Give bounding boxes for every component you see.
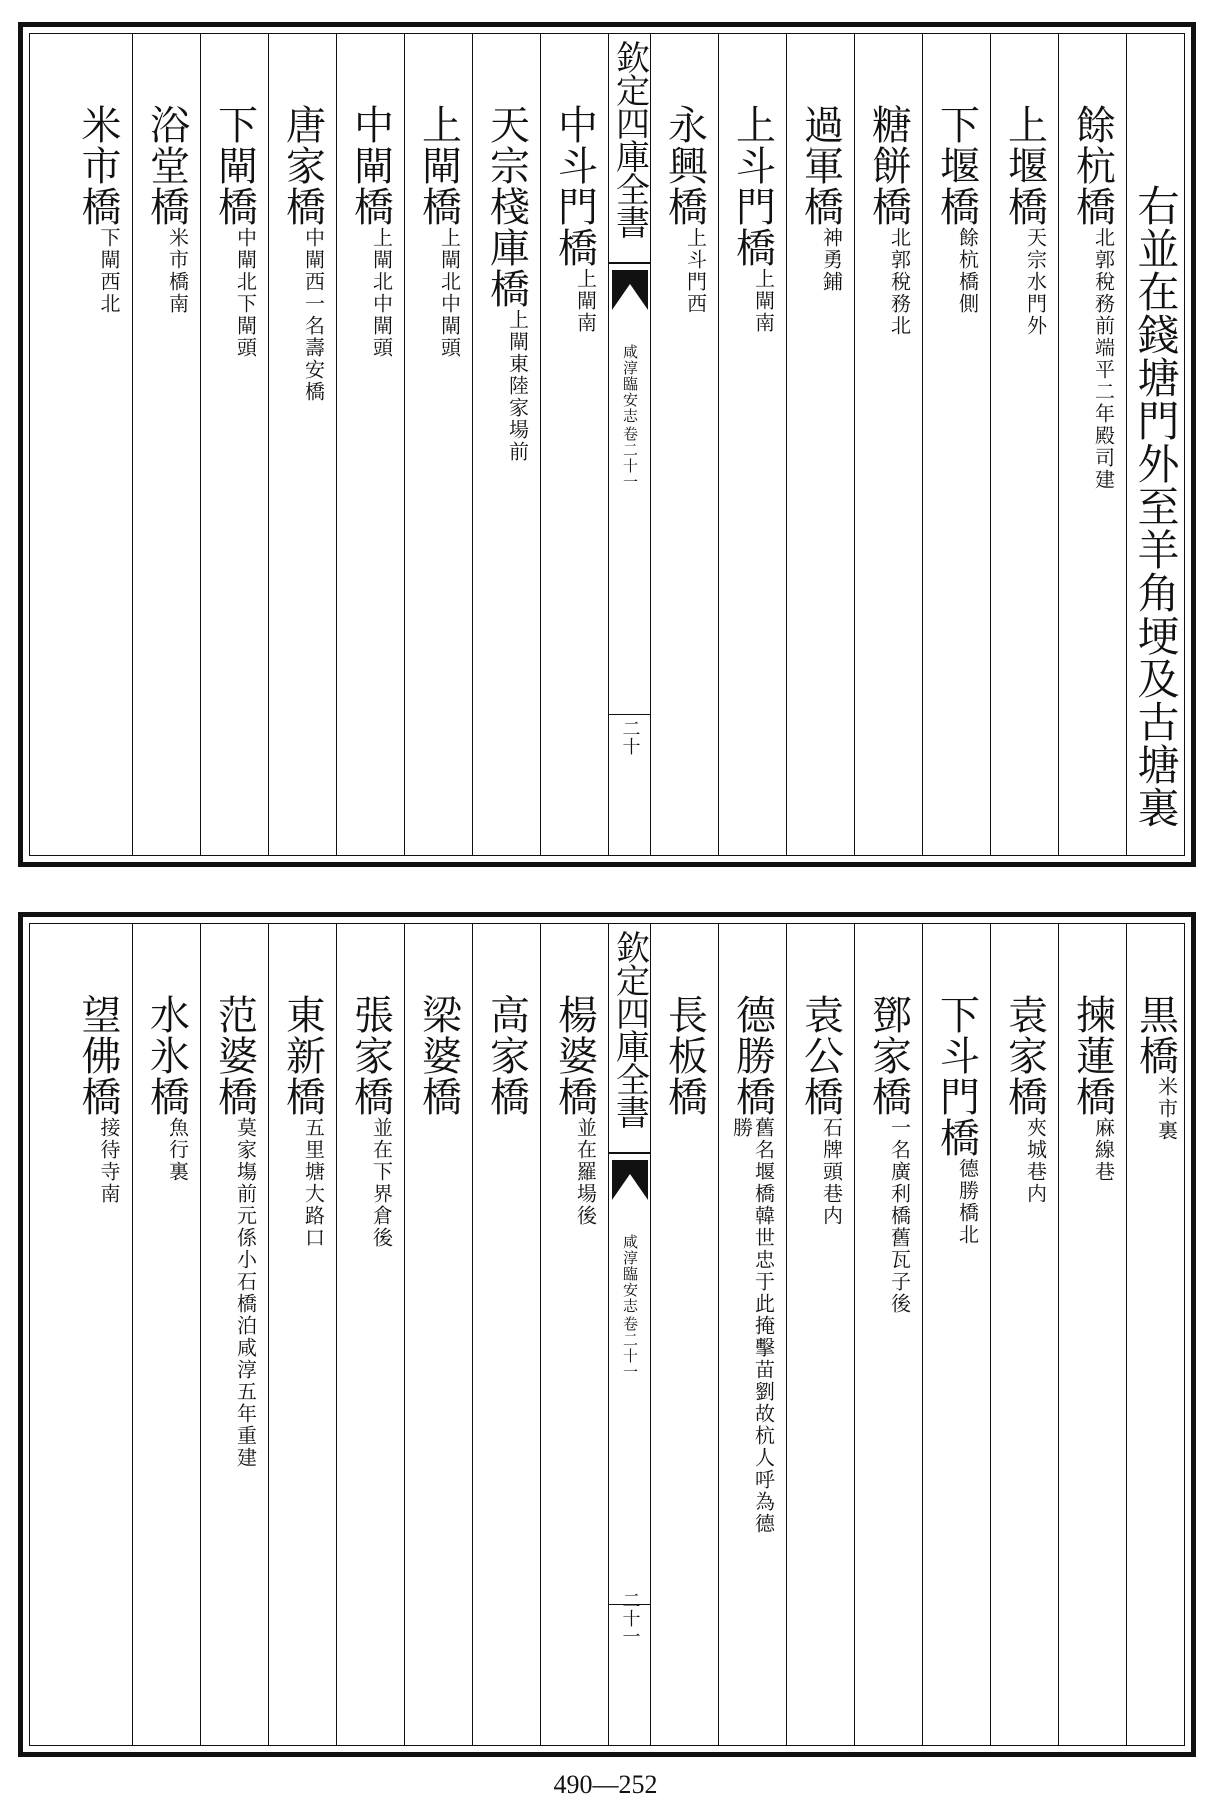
- column-entry: [64, 34, 132, 855]
- entry-name: 下閘橋: [211, 104, 258, 227]
- fishtail-mark-icon: [612, 1160, 648, 1200]
- entry-name: 中閘橋: [347, 104, 394, 227]
- column-entry: [922, 924, 990, 1745]
- entry-name: 范婆橋: [211, 994, 258, 1117]
- entry-note: 上閘南: [751, 268, 776, 334]
- entry-note: 中閘北下閘頭: [233, 227, 258, 359]
- entry-note: 上斗門西: [683, 227, 708, 315]
- entry-note: 上閘北中閘頭: [437, 227, 462, 359]
- text-frame-top: [29, 33, 1185, 856]
- entry-name: 浴堂橋: [143, 104, 190, 227]
- entry-name: 德勝橋: [729, 994, 776, 1117]
- column-entry: [540, 34, 608, 855]
- entry-note: 上閘北中閘頭: [369, 227, 394, 359]
- entry-note: 莫家塲前元係小石橋泊咸淳五年重建: [233, 1117, 258, 1469]
- entry-note: 一名廣利橋舊瓦子後: [887, 1117, 912, 1315]
- entry-note: 餘杭橋側: [955, 227, 980, 315]
- entry-note: 米市裏: [1154, 1076, 1179, 1142]
- entry-note: 德勝橋北: [955, 1158, 980, 1246]
- entry-name: 鄧家橋: [865, 994, 912, 1117]
- entry-name: 上堰橋: [1001, 104, 1048, 227]
- entry-note: 石牌頭巷内: [819, 1117, 844, 1227]
- entry-name: 糖餅橋: [865, 104, 912, 227]
- entry-name: 下堰橋: [933, 104, 980, 227]
- column-entry: [132, 34, 200, 855]
- column-entry: [472, 924, 540, 1745]
- column-entry: [650, 34, 718, 855]
- entry-note: 北郭稅務北: [887, 227, 912, 337]
- column-entry: [1126, 924, 1184, 1745]
- page-top: [18, 22, 1196, 867]
- column-entry: [404, 924, 472, 1745]
- entry-note: 接待寺南: [97, 1117, 121, 1205]
- column-entry: [854, 34, 922, 855]
- page-bottom: [18, 912, 1196, 1757]
- entry-note: 神勇鋪: [819, 227, 844, 293]
- column-entry: [854, 924, 922, 1745]
- entry-name: 水氷橋: [143, 994, 190, 1117]
- divider: [609, 1152, 650, 1154]
- column-entry: [336, 924, 404, 1745]
- center-book-title: [621, 344, 638, 490]
- entry-name: 上斗門橋: [729, 104, 776, 268]
- fishtail-mark-icon: [612, 270, 648, 310]
- column-entry: [132, 924, 200, 1745]
- column-main-text: 右並在錢塘門外至羊角埂及古塘裏: [1131, 184, 1181, 829]
- column-entry: [472, 34, 540, 855]
- entry-note: 下閘西北: [97, 227, 121, 315]
- volume-label: 卷二十一: [621, 1316, 639, 1380]
- center-title: 欽定四庫全書: [609, 930, 650, 1128]
- page-number: 二十一: [619, 1591, 641, 1645]
- column-entry: [786, 924, 854, 1745]
- column-entry: [268, 924, 336, 1745]
- entry-name: 永興橋: [661, 104, 708, 227]
- entry-name: 過軍橋: [797, 104, 844, 227]
- book-name: 咸淳臨安志: [621, 344, 639, 424]
- entry-name: 天宗棧庫橋: [483, 104, 530, 309]
- column-entry: [922, 34, 990, 855]
- column-entry: [200, 924, 268, 1745]
- page-footer-number: 490—252: [553, 1770, 658, 1799]
- column-entry: [718, 34, 786, 855]
- column-entry: [540, 924, 608, 1745]
- column-entry: [990, 34, 1058, 855]
- column-entry: [1058, 924, 1126, 1745]
- entry-note: 中閘西一名壽安橋: [301, 227, 326, 403]
- column-entry: [200, 34, 268, 855]
- entry-name: 袁公橋: [797, 994, 844, 1117]
- entry-note: 魚行裏: [165, 1117, 190, 1183]
- entry-note: 上閘東陸家場前: [505, 309, 530, 463]
- center-book-title: [621, 1234, 638, 1380]
- page-number: 二十: [619, 719, 641, 755]
- entry-name: 袁家橋: [1001, 994, 1048, 1117]
- entry-name: 張家橋: [347, 994, 394, 1117]
- entry-name: 唐家橋: [279, 104, 326, 227]
- entry-name: 揀蓮橋: [1069, 994, 1116, 1117]
- entry-name: 東新橋: [279, 994, 326, 1117]
- entry-note: 天宗水門外: [1023, 227, 1048, 337]
- entry-note: 米市橋南: [165, 227, 190, 315]
- volume-label: 卷二十一: [621, 426, 639, 490]
- center-title: 欽定四庫全書: [609, 40, 650, 238]
- column-entry: [786, 34, 854, 855]
- entry-note: 並在羅場後: [573, 1117, 598, 1227]
- entry-name: 黒橋: [1132, 994, 1179, 1076]
- entry-name: 米市橋: [75, 104, 121, 227]
- entry-note: 五里塘大路口: [301, 1117, 326, 1249]
- divider: [609, 262, 650, 264]
- column-entry: [990, 924, 1058, 1745]
- entry-name: 餘杭橋: [1069, 104, 1116, 227]
- entry-name: 高家橋: [483, 994, 530, 1117]
- entry-name: 楊婆橋: [551, 994, 598, 1117]
- column-entry: [64, 924, 132, 1745]
- entry-note: 麻線巷: [1091, 1117, 1116, 1183]
- column-entry: [650, 924, 718, 1745]
- entry-name: 望佛橋: [75, 994, 121, 1117]
- center-column: [608, 34, 650, 855]
- column-entry: [336, 34, 404, 855]
- entry-name: 下斗門橋: [933, 994, 980, 1158]
- column-title: [1126, 34, 1184, 855]
- center-column: [608, 924, 650, 1745]
- column-entry: [404, 34, 472, 855]
- entry-note: 夾城巷内: [1023, 1117, 1048, 1205]
- entry-note: 並在下界倉後: [369, 1117, 394, 1249]
- book-name: 咸淳臨安志: [621, 1234, 639, 1314]
- entry-note: 北郭稅務前端平二年殿司建: [1091, 227, 1116, 491]
- entry-name: 梁婆橋: [415, 994, 462, 1117]
- entry-name: 中斗門橋: [551, 104, 598, 268]
- entry-note: 上閘南: [573, 268, 598, 334]
- column-entry: [718, 924, 786, 1745]
- column-entry: [1058, 34, 1126, 855]
- divider: [609, 714, 650, 716]
- entry-name: 上閘橋: [415, 104, 462, 227]
- text-frame-bottom: [29, 923, 1185, 1746]
- column-entry: [268, 34, 336, 855]
- entry-note: 舊名堰橋韓世忠于此掩擊苗劉故杭人呼為德勝: [729, 1117, 776, 1535]
- entry-name: 長板橋: [661, 994, 708, 1117]
